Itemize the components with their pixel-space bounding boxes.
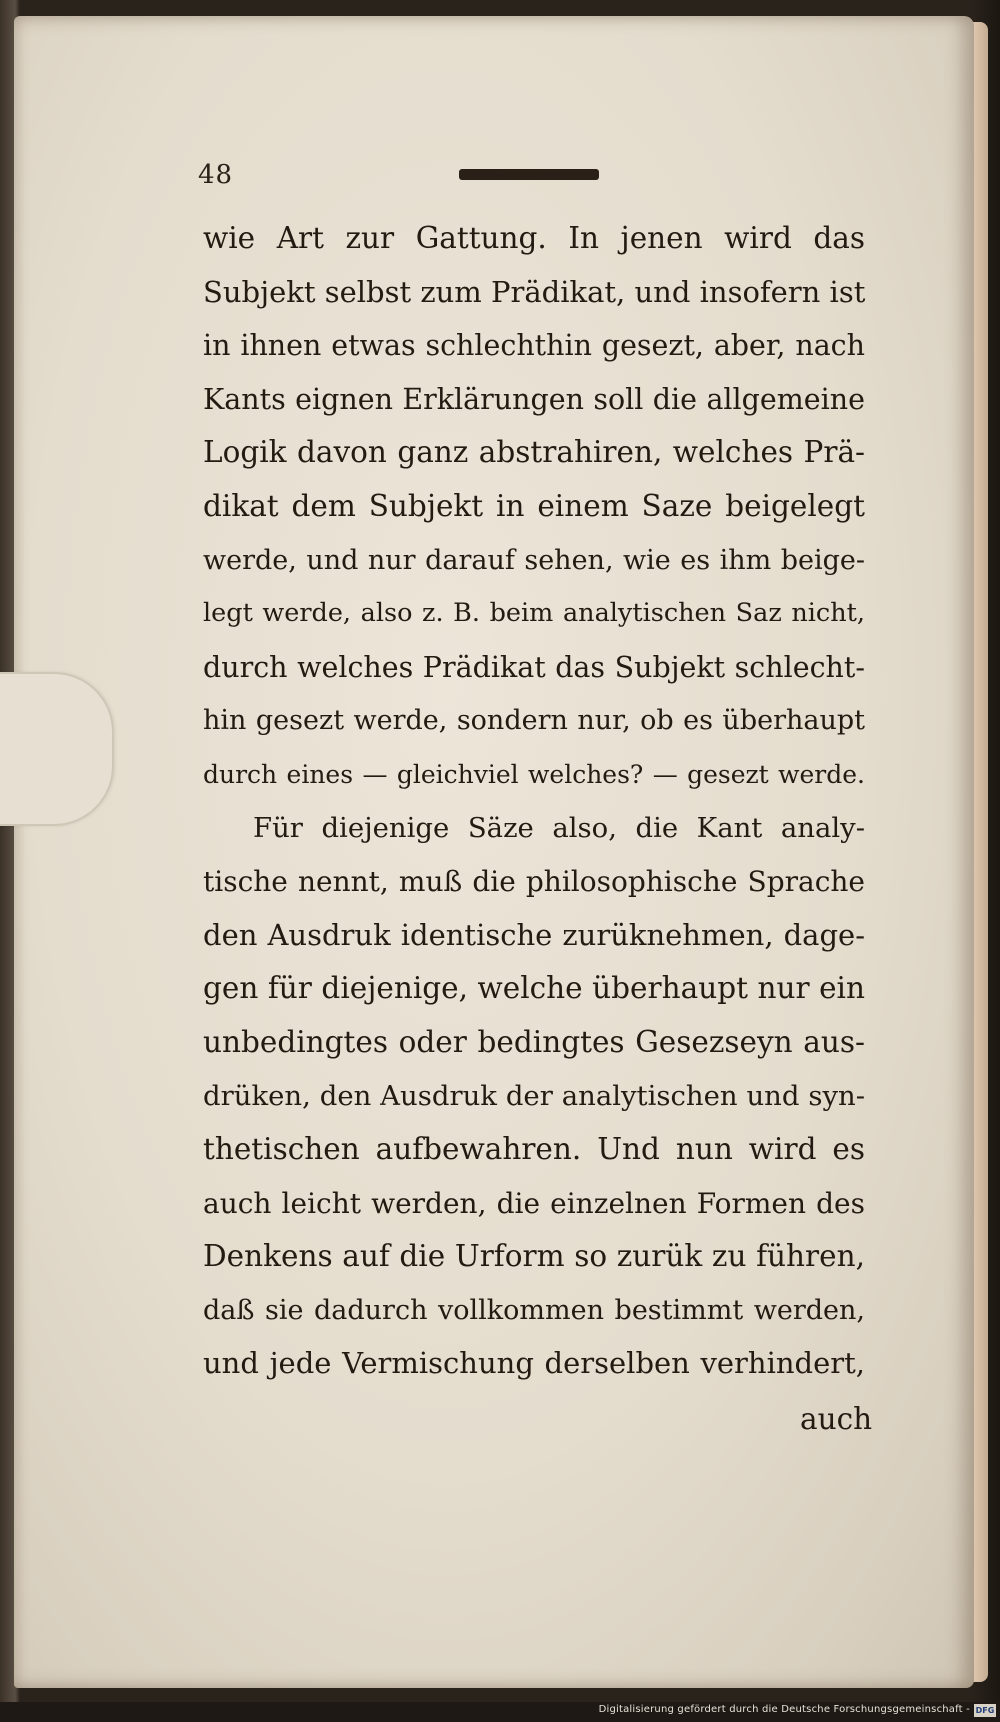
text-line: durch welches Prädikat das Subjekt schlecht- [203,650,865,684]
dfg-logo-icon: DFG [975,1706,995,1715]
body-text [203,212,865,1391]
text-line: und jede Vermischung derselben verhindert, [203,1346,865,1381]
text-line: hin gesezt werde, sondern nur, ob es überhaupt [203,705,865,737]
text-line: tische nennt, muß die philosophische Sprache [203,865,865,899]
text-line: thetischen aufbewahren. Und nun wird es [203,1132,865,1167]
text-line: wie Art zur Gattung. In jenen wird das [203,221,865,255]
text-line: in ihnen etwas schlechthin gesezt, aber, nach [203,329,865,363]
text-line: durch eines — gleichviel welches? — gesezt werde. [203,759,865,789]
text-line: drüken, den Ausdruk der analytischen und syn- [203,1079,865,1112]
page-header [198,160,858,200]
page-tab-marker [0,672,114,826]
header-rule [460,170,598,179]
page-number: 48 [198,160,234,190]
text-line: dikat dem Subjekt in einem Saze beigelegt [203,488,865,523]
funding-credit: Digitalisierung gefördert durch die Deutsche Forschungsgemeinschaft - [598,1704,970,1715]
text-line: auch leicht werden, die einzelnen Formen des [203,1186,865,1220]
text-line: Kants eignen Erklärungen soll die allgemeine [203,382,865,416]
text-line: unbedingtes oder bedingtes Gesezseyn aus- [203,1024,865,1059]
text-line: legt werde, also z. B. beim analytischen Saz nicht, [203,598,865,629]
text-line: Für diejenige Säze also, die Kant analy- [253,811,865,844]
text-line: Subjekt selbst zum Prädikat, und insofern ist [203,274,866,309]
text-line: Denkens auf die Urform so zurük zu führen, [203,1239,865,1274]
catchword: auch [800,1402,873,1436]
text-line: gen für diejenige, welche überhaupt nur ein [203,971,865,1006]
text-line: den Ausdruk identische zurüknehmen, dage- [203,917,865,952]
text-line: werde, und nur darauf sehen, wie es ihm beige- [203,544,865,576]
text-line: daß sie dadurch vollkommen bestimmt werden, [203,1294,865,1326]
text-line: Logik davon ganz abstrahiren, welches Prä- [203,435,865,470]
